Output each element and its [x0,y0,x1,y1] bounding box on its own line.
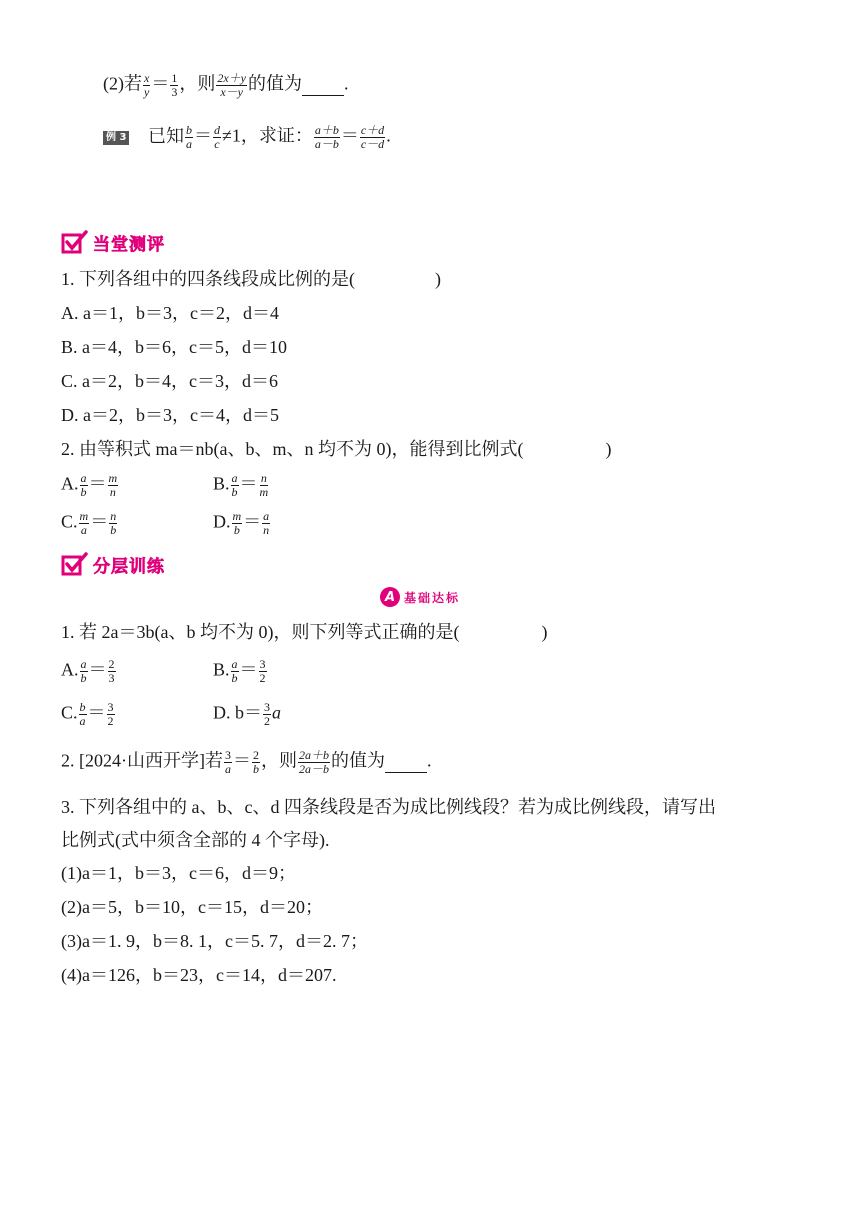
example-tag: 例 3 [103,131,129,145]
train-q3-item-4: (4)a＝126，b＝23，c＝14，d＝207. [61,965,337,985]
test-q1-stem: 1. 下列各组中的四条线段成比例的是( ) [61,269,441,289]
train-q1-option-c[interactable]: C. $\frac{b}{a}$ ＝ $\frac{3}{2}$ [61,700,114,728]
test-q2-option-d[interactable]: D. $\frac{m}{b}$ ＝ $\frac{a}{n}$ [213,509,270,537]
section-test-title: 当堂测评 [93,234,165,255]
fraction-cpd-over-cmd: $\frac{c+d}{c-d}$ [360,123,385,151]
train-q2-line: 2. [2024·山西开学]若 $\frac{3}{a}$ ＝ $\frac{2}{b}$ ，则 $\frac{2a+b}{2a-b}$ 的值为 . [61,748,432,776]
test-q2-option-c[interactable]: C. $\frac{m}{a}$ ＝ $\frac{n}{b}$ [61,509,117,537]
train-q1-option-b[interactable]: B. $\frac{a}{b}$ ＝ $\frac{3}{2}$ [213,657,266,685]
section-test-header [61,229,165,255]
answer-blank[interactable] [385,750,427,773]
train-q3-line1: 3. 下列各组中的 a、b、c、d 四条线段是否为成比例线段？若为成比例线段，请写出 [61,797,716,817]
q2-suffix: 的值为 [247,73,302,94]
train-q1-option-d[interactable]: D. b＝ $\frac{3}{2}$ a [213,700,281,728]
fraction-apb-over-amb: $\frac{a+b}{a-b}$ [314,123,339,151]
test-q1-option-a[interactable]: A. a＝1，b＝3，c＝2，d＝4 [61,303,279,323]
test-q2-option-b[interactable]: B. $\frac{a}{b}$ ＝ $\frac{n}{m}$ [213,471,269,499]
fraction-x-over-y: $\frac{x}{y}$ [144,71,150,99]
train-q3-item-2: (2)a＝5，b＝10，c＝15，d＝20； [61,897,323,917]
section-layer-header [61,551,165,577]
ex3-neq: ≠1，求证： [221,125,313,146]
train-q3-line2: 比例式(式中须含全部的 4 个字母). [61,830,330,850]
ex3-prefix: 已知 [147,125,184,146]
train-q3-item-1: (1)a＝1，b＝3，c＝6，d＝9； [61,863,296,883]
fraction-b-over-a: $\frac{b}{a}$ [185,123,192,151]
equals: ＝ [151,73,170,94]
ex3-end: . [386,125,391,146]
q2-prefix: (2)若 [103,73,142,94]
level-a-header [380,587,460,607]
fraction-d-over-c: $\frac{d}{c}$ [213,123,220,151]
test-q1-option-c[interactable]: C. a＝2，b＝4，c＝3，d＝6 [61,371,278,391]
test-q1-option-b[interactable]: B. a＝4，b＝6，c＝5，d＝10 [61,337,287,357]
equals: ＝ [340,125,359,146]
checkbox-check-icon [61,229,89,255]
question-2-line [103,72,348,99]
test-q2-stem: 2. 由等积式 ma＝nb(a、b、m、n 均不为 0)，能得到比例式( ) [61,439,612,459]
q2-mid: ，则 [179,73,216,94]
answer-blank[interactable] [302,73,344,96]
train-q3-item-3: (3)a＝1. 9，b＝8. 1，c＝5. 7，d＝2. 7； [61,931,368,951]
circle-letter-icon: A [380,587,400,607]
level-title: 基础达标 [404,590,461,605]
example-3-line [103,124,391,151]
test-q1-option-d[interactable]: D. a＝2，b＝3，c＝4，d＝5 [61,405,279,425]
q2-end: . [343,73,349,94]
test-q2-option-a[interactable]: A. $\frac{a}{b}$ ＝ $\frac{m}{n}$ [61,471,118,499]
fraction-1-over-3: $\frac{1}{3}$ [171,71,178,99]
checkbox-check-icon [61,551,89,577]
equals: ＝ [193,125,212,146]
section-layer-title: 分层训练 [93,556,165,577]
train-q1-option-a[interactable]: A. $\frac{a}{b}$ ＝ $\frac{2}{3}$ [61,657,115,685]
train-q1-stem: 1. 若 2a＝3b(a、b 均不为 0)，则下列等式正确的是( ) [61,622,548,642]
fraction-2xy-over-xy: $\frac{2x+y}{x-y}$ [217,71,246,99]
